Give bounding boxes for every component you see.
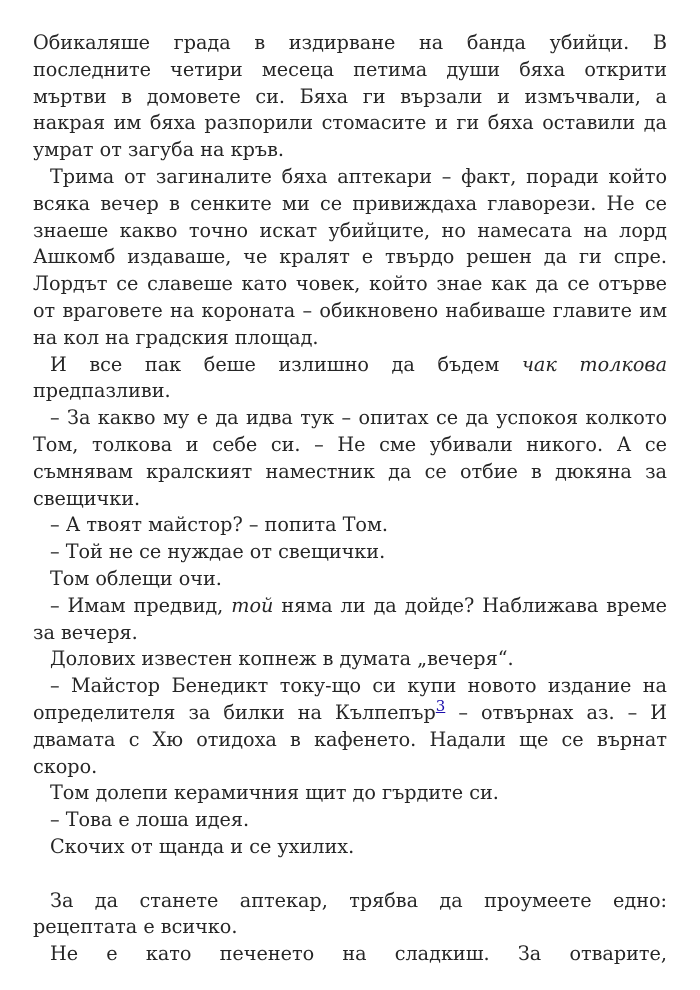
paragraph-10 [33,673,667,780]
paragraph-3 [33,352,667,406]
paragraph-text: – А твоят майстор? – попита Том. [50,513,388,537]
paragraph-text: Том долепи керамичния щит до гърдите си. [50,781,499,805]
paragraph-text: Обикаляше града в издирване на банда убийци. В последните четири месеца петима души бяха открити мъртви в домовете си. Бяха ги вързали и измъчвали, а накрая им бяха разпорили стомасите и ги бяха оставили да умрат от загуба на кръв. [33,31,667,162]
paragraph-text: Не е като печенето на сладкиш. За отварите, [50,942,667,966]
paragraph-2 [33,164,667,352]
footnote-link[interactable]: 3 [435,696,446,715]
paragraph-4 [33,405,667,512]
paragraph-text: – Имам предвид, [50,593,232,617]
paragraph-12 [33,807,667,834]
paragraph-text: предпазливи. [33,379,171,403]
paragraph-11 [33,780,667,807]
paragraph-9 [33,646,667,673]
paragraph-text: Долових известен копнеж в думата „вечеря“. [50,647,514,671]
italic-emphasis: чак толкова [521,352,668,376]
paragraph-1 [33,30,667,164]
section-break [33,861,667,888]
paragraph-text: – Той не се нуждае от свещички. [50,540,386,564]
paragraph-text: – Майстор Бенедикт току-що си купи новото издание на определителя за билки на Кълпепър [33,674,667,724]
book-page [33,30,667,968]
paragraph-8 [33,593,667,647]
paragraph-text: няма ли да дойде? Наближава време за вечеря. [33,593,667,644]
paragraph-text: – Това е лоша идея. [50,808,250,832]
paragraph-6 [33,539,667,566]
paragraph-15 [33,941,667,968]
paragraph-14 [33,888,667,942]
paragraph-5 [33,512,667,539]
paragraph-text: Скочих от щанда и се ухилих. [50,834,355,858]
paragraph-text: – За какво му е да идва тук – опитах се да успокоя колкото Том, толкова и себе си. – Не сме убивали никого. А се съмнявам кралският наместник да се отбие в дюкяна за свещички. [33,406,667,510]
paragraph-text: И все пак беше излишно да бъдем [50,352,522,376]
paragraph-text: Трима от загиналите бяха аптекари – факт, поради който всяка вечер в сенките ми се привиждаха главорези. Не се знаеше какво точно искат убийците, но намесата на лорд Ашкомб издаваше, че кралят е твърдо решен да ги спре. Лордът се славеше като човек, който знае как да се отърве от враговете на короната – обикновено набиваше главите им на кол на градския площад. [33,164,667,349]
paragraph-text: За да станете аптекар, трябва да проумеете едно: рецептата е всичко. [33,888,667,939]
paragraph-7 [33,566,667,593]
paragraph-13 [33,834,667,861]
paragraph-text: – отвърнах аз. – И двамата с Хю отидоха в кафенето. Надали ще се върнат скоро. [33,700,667,778]
italic-emphasis: той [231,593,274,617]
paragraph-text: Том облещи очи. [50,566,222,590]
